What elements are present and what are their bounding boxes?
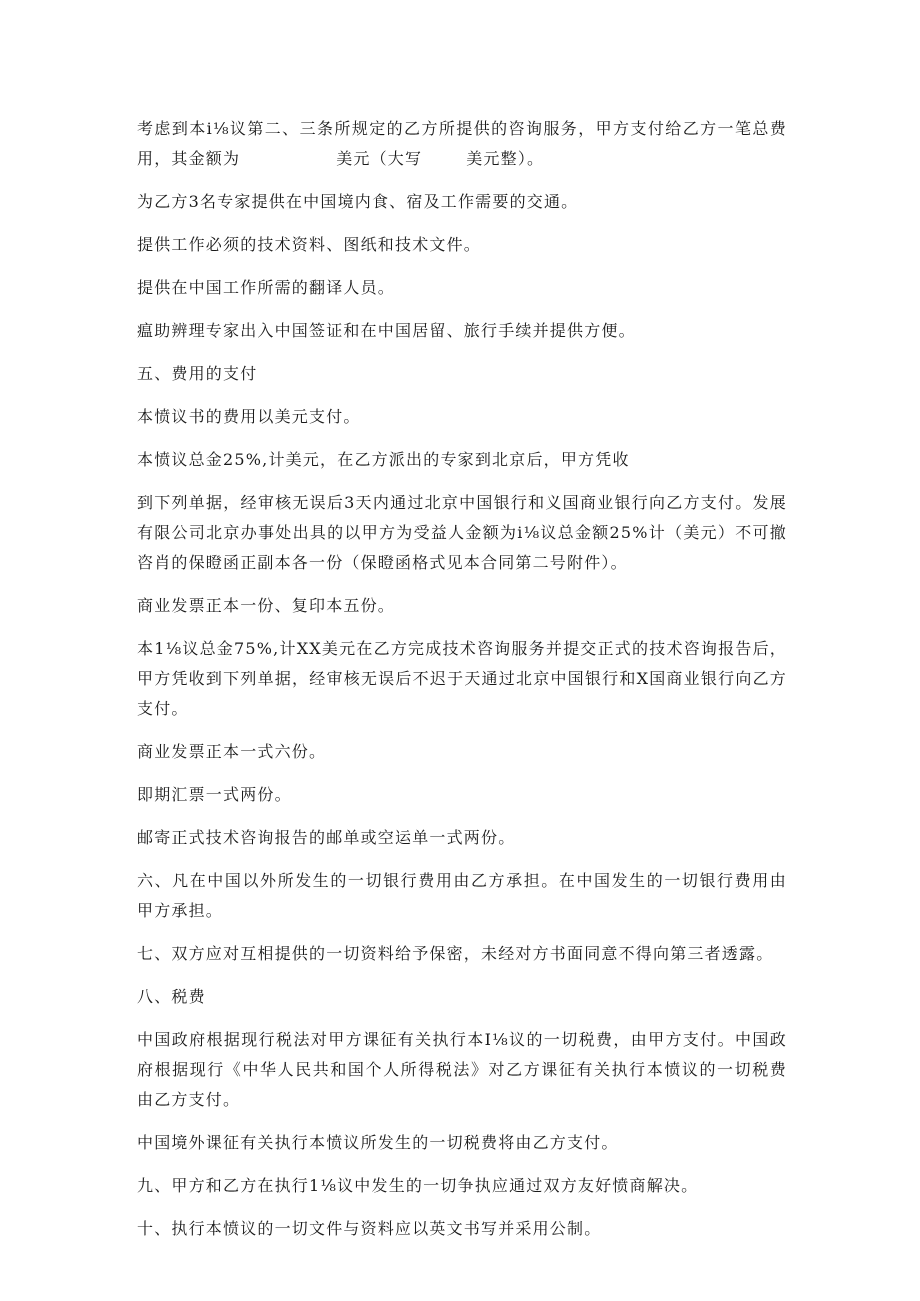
section-bank-charges: 六、凡在中国以外所发生的一切银行费用由乙方承担。在中国发生的一切银行费用由甲方承担。: [137, 871, 787, 920]
paragraph-first-installment-documents: 到下列单据，经审核无误后3天内通过北京中国银行和义国商业银行向乙方支付。发展有限公司北京办事处出具的以甲方为受益人金额为i⅛议总金额25%计（美元）不可撤咨肖的保瞪函正副本各一份（保瞪函格式见本合同第二号附件）。: [137, 493, 787, 572]
paragraph-technical-docs: 提供工作必须的技术资料、图纸和技术文件。: [137, 235, 482, 254]
section-language-units: 十、执行本愤议的一切文件与资料应以英文书写并采用公制。: [137, 1219, 602, 1238]
paragraph-first-installment: 本愤议总金25%,计美元，在乙方派出的专家到北京后，甲方凭收: [137, 450, 630, 469]
paragraph-sight-draft: 即期汇票一式两份。: [137, 785, 292, 804]
paragraph-visa-assistance: 瘟助辨理专家出入中国签证和在中国居留、旅行手续并提供方便。: [137, 321, 636, 340]
section-heading-payment: 五、费用的支付: [137, 364, 258, 383]
paragraph-mail-receipt: 邮寄正式技术咨询报告的邮单或空运单一式两份。: [137, 828, 516, 847]
section-disputes: 九、甲方和乙方在执行1⅛议中发生的一切争执应通过双方友好愤商解决。: [137, 1176, 699, 1195]
paragraph-payment-currency: 本愤议书的费用以美元支付。: [137, 407, 361, 426]
total-fee-usd-words: 美元整）。: [466, 149, 545, 168]
paragraph-expert-lodging: 为乙方3名专家提供在中国境内食、宿及工作需要的交通。: [137, 192, 579, 211]
paragraph-second-installment: 本1⅛议总金75%,计XX美元在乙方完成技术咨询服务并提交正式的技术咨询报告后，甲方凭收到下列单据，经审核无误后不迟于天通过北京中国银行和X国商业银行向乙方支付。: [137, 639, 787, 718]
paragraph-invoice-six-copies: 商业发票正本一式六份。: [137, 742, 327, 761]
paragraph-translators: 提供在中国工作所需的翻译人员。: [137, 278, 396, 297]
section-heading-taxes: 八、税费: [137, 987, 206, 1006]
paragraph-total-fee: [137, 114, 787, 174]
paragraph-taxes-abroad: 中国境外课征有关执行本愤议所发生的一切税费将由乙方支付。: [137, 1133, 619, 1152]
total-fee-text: 考虑到本i⅛议第二、三条所规定的乙方所提供的咨询服务，甲方支付给乙方一笔总费用，其金额为: [137, 119, 787, 168]
section-confidentiality: 七、双方应对互相提供的一切资料给予保密，未经对方书面同意不得向第三者透露。: [137, 944, 774, 963]
document-body: [137, 114, 787, 1257]
paragraph-taxes-china: 中国政府根据现行税法对甲方课征有关执行本I⅛议的一切税费，由甲方支付。中国政府根据现行《中华人民共和国个人所得税法》对乙方课征有关执行本愤议的一切税费由乙方支付。: [137, 1030, 787, 1109]
total-fee-usd: 美元（大写: [336, 149, 423, 168]
paragraph-commercial-invoice: 商业发票正本一份、复印本五份。: [137, 596, 396, 615]
